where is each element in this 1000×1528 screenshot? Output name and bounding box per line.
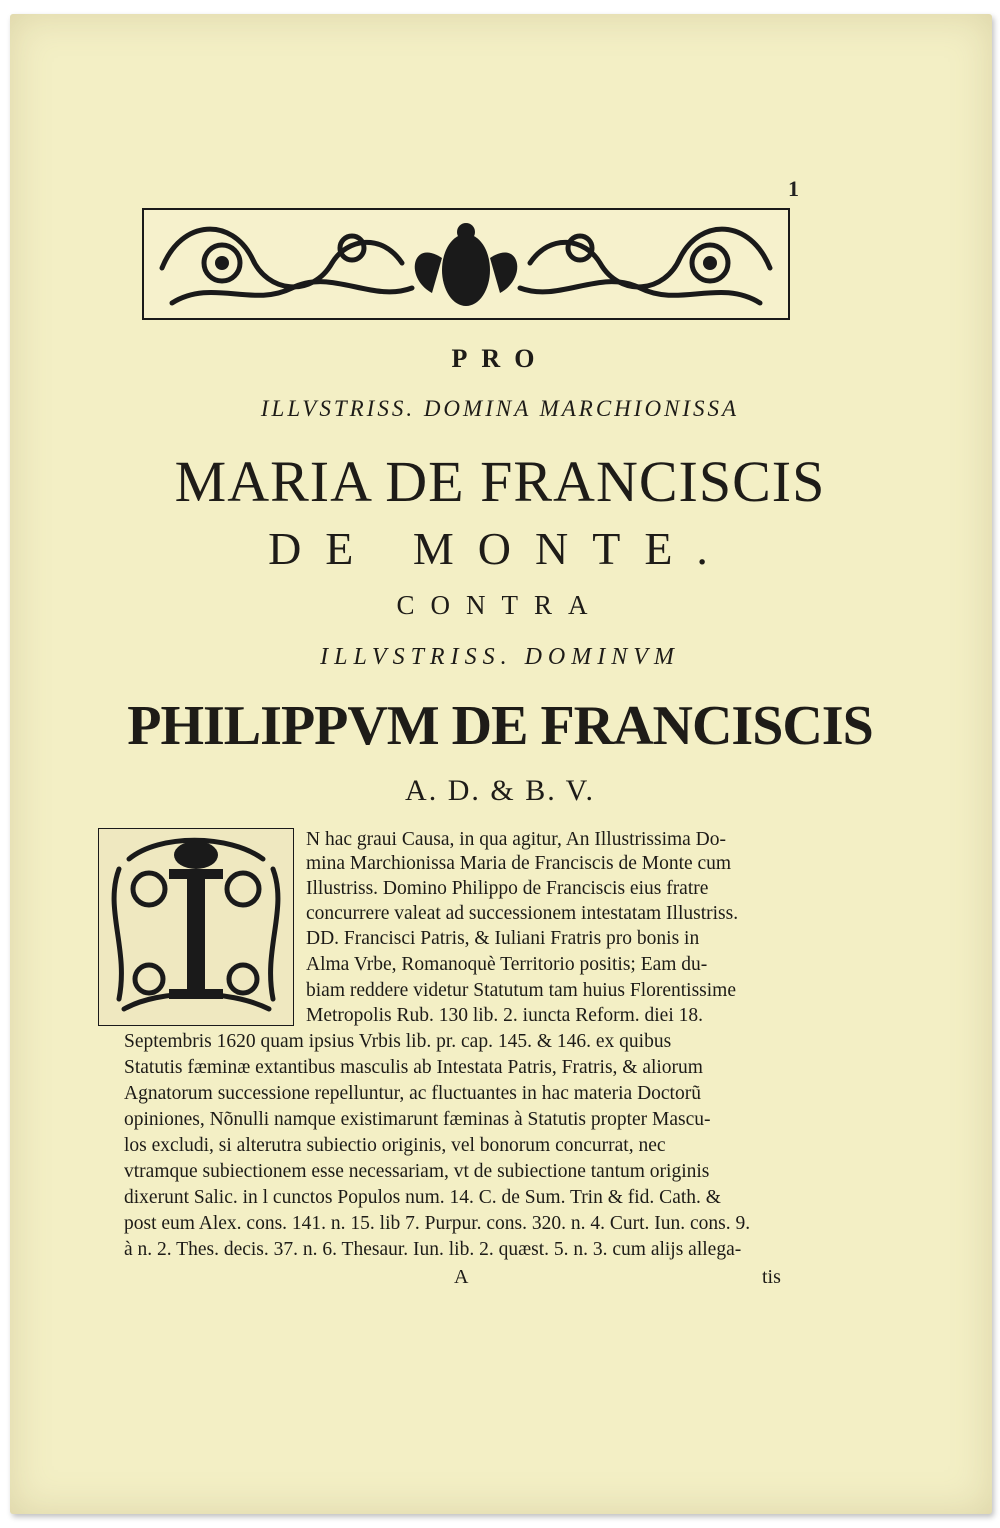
title-pro: PRO — [451, 344, 549, 373]
body-line-3: Illustriss. Domino Philippo de Franciscis eius fratre — [306, 878, 709, 899]
body-line-4: concurrere valeat ad successionem intestatam Illustriss. — [306, 903, 739, 924]
title-contra: CONTRA — [396, 590, 604, 620]
body-line-13: los excludi, si alterutra subiectio originis, vel bonorum concurrat, nec — [124, 1135, 666, 1156]
page-number: 1 — [788, 176, 799, 201]
title-name-2: PHILIPPVM DE FRANCISCIS — [127, 695, 873, 757]
body-line-14: vtramque subiectionem esse necessariam, vt de subiectione tantum originis — [124, 1161, 710, 1182]
body-line-5: DD. Francisci Patris, & Iuliani Fratris pro bonis in — [306, 928, 700, 949]
decorated-initial-i — [98, 828, 294, 1026]
title-subtitle-2: ILLVSTRISS. DOMINVM — [320, 644, 680, 670]
body-line-2: mina Marchionissa Maria de Franciscis de Monte cum — [306, 853, 732, 874]
signature-mark: A — [454, 1266, 469, 1288]
body-line-7: biam reddere videtur Statutum tam huius Florentissime — [306, 980, 737, 1001]
body-line-17: à n. 2. Thes. decis. 37. n. 6. Thesaur. Iun. lib. 2. quæst. 5. n. 3. cum alijs allega- — [124, 1239, 742, 1260]
title-invocation: A. D. & B. V. — [405, 774, 595, 807]
body-line-10: Statutis fæminæ extantibus masculis ab Intestata Patris, Fratris, & aliorum — [124, 1057, 703, 1078]
headpiece-ornament — [142, 208, 790, 320]
body-line-6: Alma Vrbe, Romanoquè Territorio positis; Eam du- — [306, 954, 708, 975]
catchword: tis — [762, 1266, 781, 1288]
title-name-1: MARIA DE FRANCISCIS — [174, 449, 826, 514]
body-line-12: opiniones, Nõnulli namque existimarunt fæminas à Statutis propter Mascu- — [124, 1109, 711, 1130]
body-line-11: Agnatorum successione repelluntur, ac fluctuantes in hac materia Doctorũ — [124, 1083, 701, 1104]
title-subtitle-1: ILLVSTRISS. DOMINA MARCHIONISSA — [260, 396, 740, 421]
body-line-8: Metropolis Rub. 130 lib. 2. iuncta Reform. diei 18. — [306, 1005, 703, 1026]
title-name-1b: DE MONTE. — [268, 523, 732, 574]
body-line-1: N hac graui Causa, in qua agitur, An Illustrissima Do- — [306, 829, 727, 850]
body-line-16: post eum Alex. cons. 141. n. 15. lib 7. Purpur. cons. 320. n. 4. Curt. Iun. cons. 9. — [124, 1213, 751, 1234]
body-line-15: dixerunt Salic. in l cunctos Populos num. 14. C. de Sum. Trin & fid. Cath. & — [124, 1187, 721, 1208]
body-line-9: Septembris 1620 quam ipsius Vrbis lib. pr. cap. 145. & 146. ex quibus — [124, 1031, 672, 1052]
